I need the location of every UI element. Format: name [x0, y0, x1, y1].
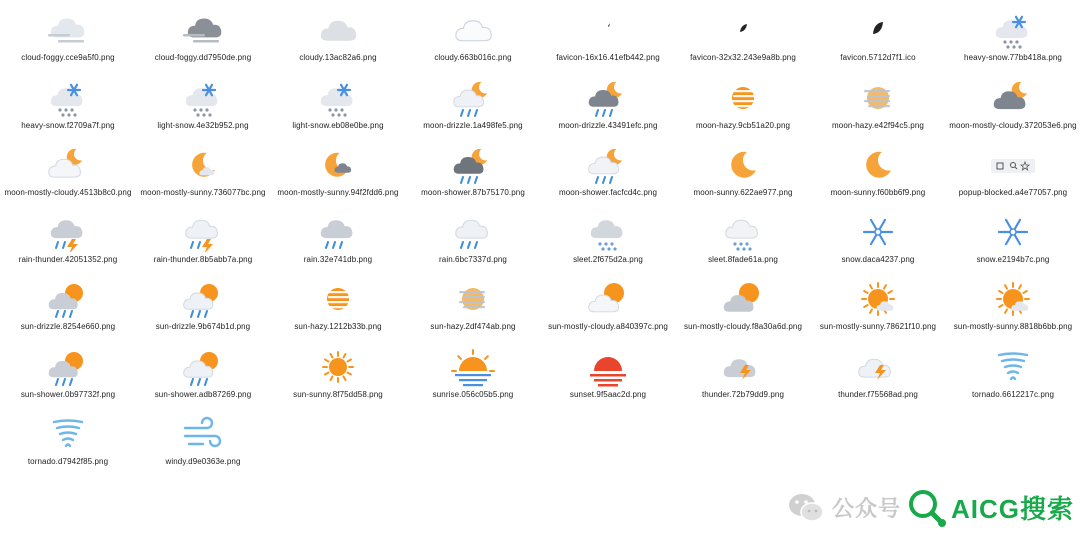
file-item[interactable]: [270, 137, 406, 197]
file-name: moon-hazy.9cb51a20.png: [695, 121, 791, 130]
file-item[interactable]: [810, 137, 946, 197]
moon-small-cloud-icon: [179, 145, 227, 185]
file-item[interactable]: [675, 339, 811, 399]
file-item[interactable]: [405, 271, 541, 331]
moon-shower-dark-icon: [449, 145, 497, 185]
file-item[interactable]: [945, 2, 1080, 62]
file-item[interactable]: [405, 2, 541, 62]
file-name: sun-drizzle.8254e660.png: [20, 322, 116, 331]
sun-drizzle-light-icon: [179, 279, 227, 319]
file-name: thunder.f75568ad.png: [838, 390, 918, 399]
file-item[interactable]: [540, 271, 676, 331]
file-item[interactable]: [135, 339, 271, 399]
rain-cloud-icon: [314, 212, 362, 252]
hazy-light-icon: [449, 279, 497, 319]
file-name: moon-sunny.f60bb6f9.png: [830, 188, 926, 197]
hazy-orange-icon: [314, 279, 362, 319]
file-name: sleet.8fade61a.png: [708, 255, 778, 264]
snowflake-icon: [854, 212, 902, 252]
moon-small-cloud-dark-icon: [314, 145, 362, 185]
file-name: moon-drizzle.1a498fe5.png: [423, 121, 523, 130]
cloud-grey-icon: [314, 10, 362, 50]
file-name: sun-drizzle.9b674b1d.png: [155, 322, 251, 331]
file-name: rain.6bc7337d.png: [439, 255, 507, 264]
hazy-orange-icon: [719, 78, 767, 118]
snow-cloud-icon: [989, 10, 1037, 50]
file-item[interactable]: [0, 137, 136, 197]
file-item[interactable]: [540, 2, 676, 62]
snow-cloud-icon: [314, 78, 362, 118]
file-name: moon-drizzle.43491efc.png: [558, 121, 658, 130]
sun-drizzle-icon: [44, 279, 92, 319]
hazy-light-icon: [854, 78, 902, 118]
file-item[interactable]: [0, 2, 136, 62]
file-item[interactable]: [405, 70, 541, 130]
moon-shower-icon: [584, 145, 632, 185]
file-name: favicon-32x32.243e9a8b.png: [690, 53, 796, 62]
file-item[interactable]: [675, 137, 811, 197]
file-name: moon-shower.87b75170.png: [421, 188, 525, 197]
file-item[interactable]: [270, 204, 406, 264]
sun-shower-icon: [44, 347, 92, 387]
file-item[interactable]: [675, 70, 811, 130]
windy-icon: [179, 414, 227, 454]
file-item[interactable]: [0, 271, 136, 331]
sun-cloud-icon: [584, 279, 632, 319]
file-name: moon-mostly-sunny.94f2fdd6.png: [277, 188, 399, 197]
file-name: moon-sunny.622ae977.png: [693, 188, 793, 197]
favicon-tiny-icon: [584, 10, 632, 50]
file-item[interactable]: [810, 339, 946, 399]
moon-icon: [719, 145, 767, 185]
popup-blocked-icon: [989, 145, 1037, 185]
file-item[interactable]: [810, 2, 946, 62]
file-name: sun-mostly-cloudy.f8a30a6d.png: [683, 322, 803, 331]
file-name: cloud-foggy.cce9a5f0.png: [21, 53, 115, 62]
moon-icon: [854, 145, 902, 185]
file-item[interactable]: [135, 70, 271, 130]
file-item[interactable]: [675, 204, 811, 264]
cloud-fog-icon: [44, 10, 92, 50]
watermark-brand: AICG搜索: [951, 494, 1075, 524]
file-name: sun-hazy.1212b33b.png: [294, 322, 382, 331]
file-name: sunrise.056c05b5.png: [432, 390, 514, 399]
moon-cloud-dark-icon: [989, 78, 1037, 118]
sun-cloud-dark-icon: [719, 279, 767, 319]
sun-small-cloud-icon: [989, 279, 1037, 319]
file-item[interactable]: [405, 204, 541, 264]
file-name: popup-blocked.a4e77057.png: [958, 188, 1068, 197]
snowflake-icon: [989, 212, 1037, 252]
file-item[interactable]: [540, 204, 676, 264]
file-item[interactable]: [945, 137, 1080, 197]
snow-cloud-icon: [44, 78, 92, 118]
sun-icon: [314, 347, 362, 387]
file-name: thunder.72b79dd9.png: [701, 390, 785, 399]
file-name: favicon-16x16.41efb442.png: [556, 53, 660, 62]
file-item[interactable]: [270, 339, 406, 399]
file-name: sun-hazy.2df474ab.png: [430, 322, 516, 331]
file-name: sunset.9f5aac2d.png: [569, 390, 647, 399]
file-name: favicon.5712d7f1.ico: [840, 53, 916, 62]
file-item[interactable]: [810, 70, 946, 130]
file-name: moon-shower.facfcd4c.png: [558, 188, 657, 197]
thunder-light-icon: [854, 347, 902, 387]
file-name: tornado.6612217c.png: [971, 390, 1055, 399]
file-item[interactable]: [405, 137, 541, 197]
file-name: moon-mostly-sunny.736077bc.png: [140, 188, 266, 197]
file-item[interactable]: [945, 271, 1080, 331]
file-name: sun-mostly-sunny.8818b6bb.png: [953, 322, 1073, 331]
file-item[interactable]: [135, 271, 271, 331]
rain-thunder-icon: [44, 212, 92, 252]
file-name: cloudy.13ac82a6.png: [299, 53, 377, 62]
rain-thunder-light-icon: [179, 212, 227, 252]
file-item[interactable]: [945, 204, 1080, 264]
sunset-icon: [584, 347, 632, 387]
cloud-fog-dark-icon: [179, 10, 227, 50]
file-name: windy.d9e0363e.png: [165, 457, 241, 466]
file-name: rain-thunder.42051352.png: [18, 255, 118, 264]
tornado-icon: [989, 347, 1037, 387]
file-item[interactable]: [405, 339, 541, 399]
file-name: rain-thunder.8b5abb7a.png: [153, 255, 253, 264]
file-item[interactable]: [810, 204, 946, 264]
file-name: moon-hazy.e42f94c5.png: [832, 121, 924, 130]
moon-drizzle-dark-icon: [584, 78, 632, 118]
sun-small-cloud-icon: [854, 279, 902, 319]
file-item[interactable]: [945, 339, 1080, 399]
sun-shower-light-icon: [179, 347, 227, 387]
file-name: heavy-snow.77bb418a.png: [964, 53, 1062, 62]
wechat-icon: [786, 488, 826, 528]
file-name: heavy-snow.f2709a7f.png: [21, 121, 115, 130]
file-item[interactable]: [675, 271, 811, 331]
file-item[interactable]: [675, 2, 811, 62]
file-item[interactable]: [810, 271, 946, 331]
rain-cloud-light-icon: [449, 212, 497, 252]
file-name: sun-shower.adb87269.png: [154, 390, 252, 399]
file-item[interactable]: [0, 70, 136, 130]
file-name: moon-mostly-cloudy.4513b8c0.png: [4, 188, 132, 197]
file-name: cloudy.663b016c.png: [434, 53, 512, 62]
moon-drizzle-icon: [449, 78, 497, 118]
sleet-icon: [584, 212, 632, 252]
file-item[interactable]: [135, 204, 271, 264]
search-logo-icon: [905, 486, 949, 530]
sleet-light-icon: [719, 212, 767, 252]
file-name: sun-shower.0b97732f.png: [20, 390, 116, 399]
file-name: snow.daca4237.png: [841, 255, 915, 264]
favicon-small-icon: [719, 10, 767, 50]
sunrise-icon: [449, 347, 497, 387]
watermark-wechat-text: 公众号: [832, 496, 902, 521]
file-item[interactable]: [540, 137, 676, 197]
file-name: light-snow.eb08e0be.png: [292, 121, 384, 130]
moon-cloud-light-icon: [44, 145, 92, 185]
file-item[interactable]: [135, 406, 271, 466]
file-name: light-snow.4e32b952.png: [157, 121, 249, 130]
file-name: snow.e2194b7c.png: [976, 255, 1050, 264]
file-item[interactable]: [135, 137, 271, 197]
watermark: [786, 480, 1076, 535]
file-item[interactable]: [540, 339, 676, 399]
file-item[interactable]: [270, 271, 406, 331]
thunder-icon: [719, 347, 767, 387]
tornado-icon: [44, 414, 92, 454]
file-item[interactable]: [270, 2, 406, 62]
snow-cloud-icon: [179, 78, 227, 118]
file-name: sun-mostly-cloudy.a840397c.png: [548, 322, 668, 331]
favicon-icon: [854, 10, 902, 50]
file-name: sun-sunny.8f75dd58.png: [293, 390, 383, 399]
file-item[interactable]: [945, 70, 1080, 130]
file-item[interactable]: [0, 204, 136, 264]
file-name: moon-mostly-cloudy.372053e6.png: [949, 121, 1077, 130]
file-item[interactable]: [270, 70, 406, 130]
file-name: cloud-foggy.dd7950de.png: [154, 53, 252, 62]
file-name: sleet.2f675d2a.png: [573, 255, 643, 264]
file-item[interactable]: [540, 70, 676, 130]
cloud-outline-icon: [449, 10, 497, 50]
file-name: sun-mostly-sunny.78621f10.png: [819, 322, 937, 331]
file-item[interactable]: [0, 339, 136, 399]
file-item[interactable]: [135, 2, 271, 62]
file-item[interactable]: [0, 406, 136, 466]
file-name: tornado.d7942f85.png: [27, 457, 109, 466]
file-name: rain.32e741db.png: [303, 255, 373, 264]
